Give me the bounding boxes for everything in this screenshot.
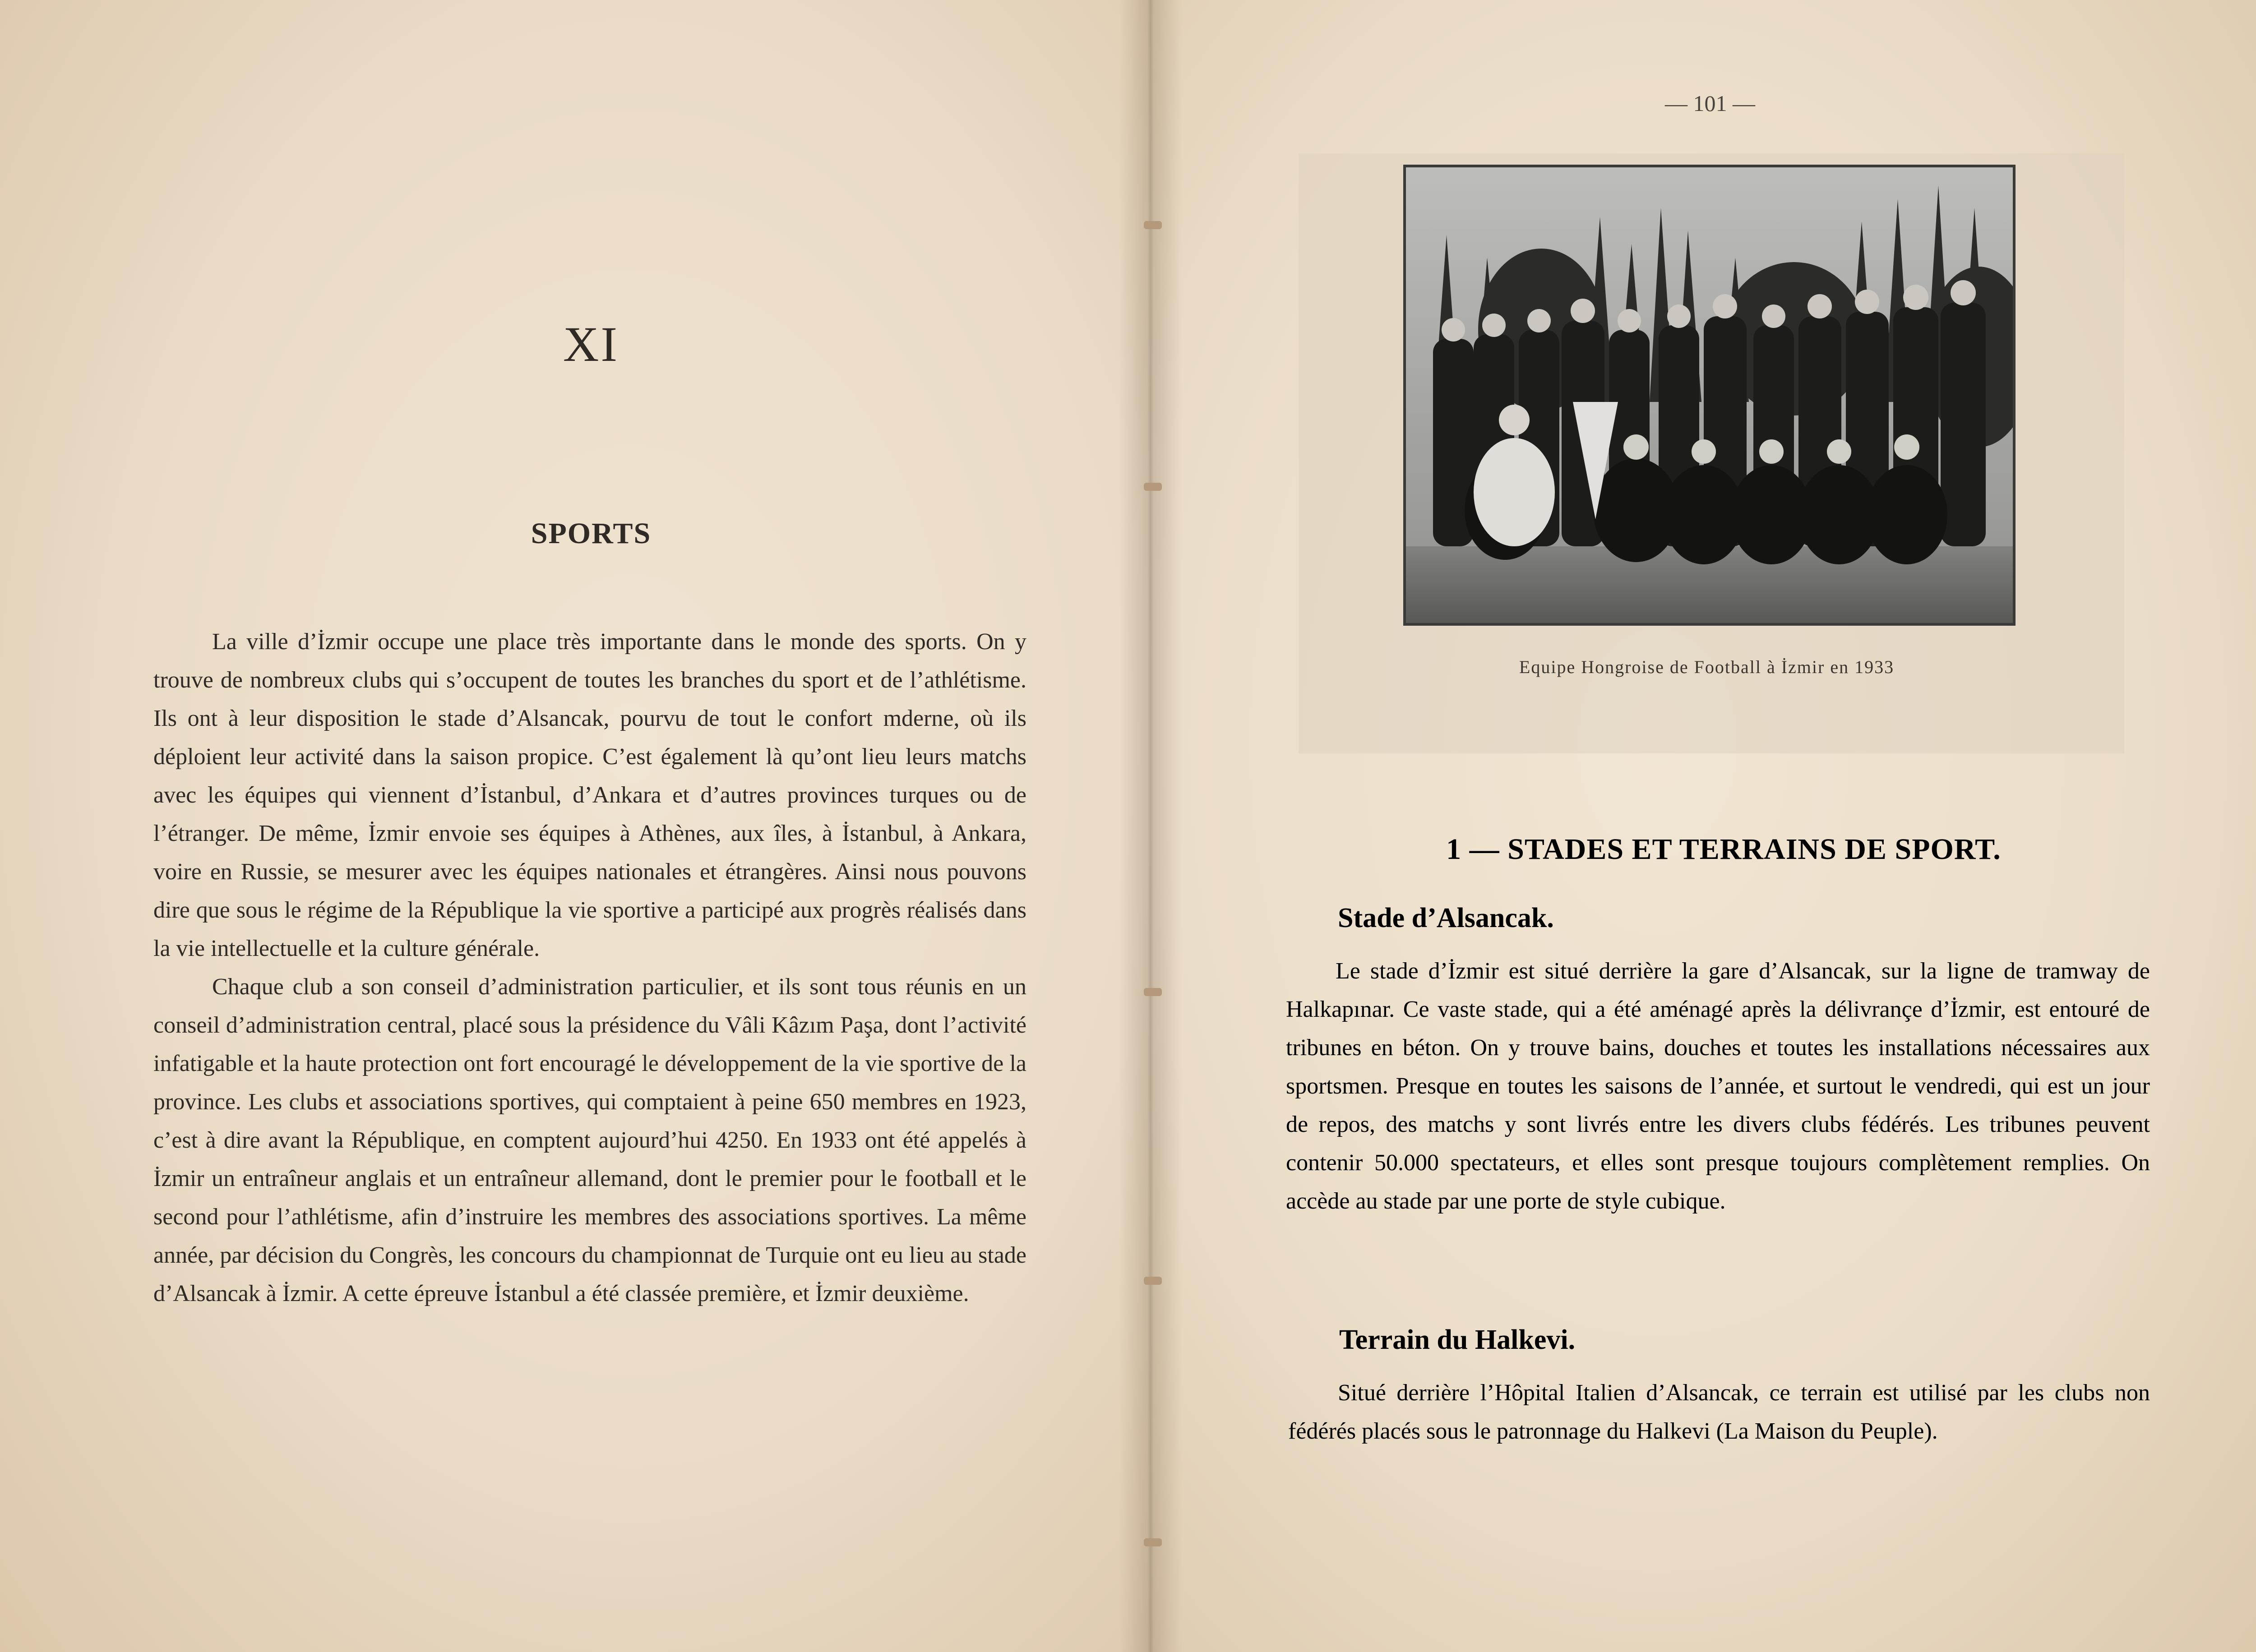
binding-stitch: [1144, 1277, 1162, 1285]
chapter-title: SPORTS: [531, 517, 652, 550]
team-photo: [1403, 165, 2016, 626]
right-paragraph-2: Situé derrière l’Hôpital Italien d’Alsancak, ce terrain est utilisé par les clubs non fédérés placés sous le patronnage du Halkevi (La Maison du Peuple).: [1288, 1380, 2150, 1444]
right-paragraph-1: Le stade d’İzmir est situé derrière la gare d’Alsancak, sur la ligne de tramway de Halkapınar. Ce vaste stade, qui a été aménagé après la délivrançe d’İzmir, est entouré de tribunes en béton. On y trouve bains, douches et toutes les installations nécessaires aux sportsmen. Presque en toutes les saisons de l’année, et surtout le vendredi, qui est un jour de repos, des matchs y sont livrés entre les divers clubs fédérés. Les tribunes peuvent contenir 50.000 spectateurs, et elles sont presque toujours complètement remplies. On accède au stade par une porte de style cubique.: [1286, 958, 2150, 1214]
chapter-number: XI: [563, 317, 619, 372]
subsection-heading-stade: Stade d’Alsancak.: [1338, 903, 1554, 933]
binding-stitch: [1144, 483, 1162, 491]
left-paragraph-2: Chaque club a son conseil d’administration particulier, et ils sont tous réunis en un conseil d’administration central, placé sous la présidence du Vâli Kâzım Paşa, dont l’activité infatigable et la haute protection ont fort encouragé le développement de la vie sportive de la province. Les clubs et associations sportives, qui comptaient à peine 650 membres en 1923, c’est à dire avant la République, en comptent aujourd’hui 4250. En 1933 ont été appelés à İzmir un entraîneur anglais et un entraîneur allemand, dont le premier pour le football et le second pour l’athlétisme, afin d’instruire les membres des associations sportives. La même année, par décision du Congrès, les concours du championnat de Turquie ont eu lieu au stade d’Alsancak à İzmir. A cette épreuve İstanbul a été classée première, et İzmir deuxième.: [153, 974, 1026, 1306]
binding-stitch: [1144, 1538, 1162, 1546]
left-body-text: [153, 623, 1026, 1313]
page-number: — 101 —: [1665, 91, 1755, 116]
book-gutter: [1119, 0, 1182, 1652]
subsection-text-stade: [1286, 952, 2150, 1220]
photo-caption: Equipe Hongroise de Football à İzmir en 1933: [1519, 657, 1895, 677]
subsection-text-halkevi: [1288, 1374, 2150, 1450]
subsection-heading-halkevi: Terrain du Halkevi.: [1339, 1324, 1576, 1355]
left-paragraph-1: La ville d’İzmir occupe une place très importante dans le monde des sports. On y trouve de nombreux clubs qui s’occupent de toutes les branches du sport et de l’athlétisme. Ils ont à leur disposition le stade d’Alsancak, pourvu de tout le confort mderne, où ils déploient leur activité dans la saison propice. C’est également là qu’ont lieu leurs matchs avec les équipes qui viennent d’İstanbul, d’Ankara et d’autres provinces turques ou de l’étranger. De même, İzmir envoie ses équipes à Athènes, aux îles, à İstanbul, à Ankara, voire en Russie, se mesurer avec les équipes nationales et étrangères. Ainsi nous pouvons dire que sous le régime de la République la vie sportive a participé aux progrès réalisés dans la vie intellectuelle et la culture générale.: [153, 629, 1026, 961]
binding-stitch: [1144, 988, 1162, 996]
section-heading: 1 — STADES ET TERRAINS DE SPORT.: [1446, 833, 2001, 866]
team-photo-graphic: [1406, 167, 2013, 623]
binding-stitch: [1144, 221, 1162, 229]
